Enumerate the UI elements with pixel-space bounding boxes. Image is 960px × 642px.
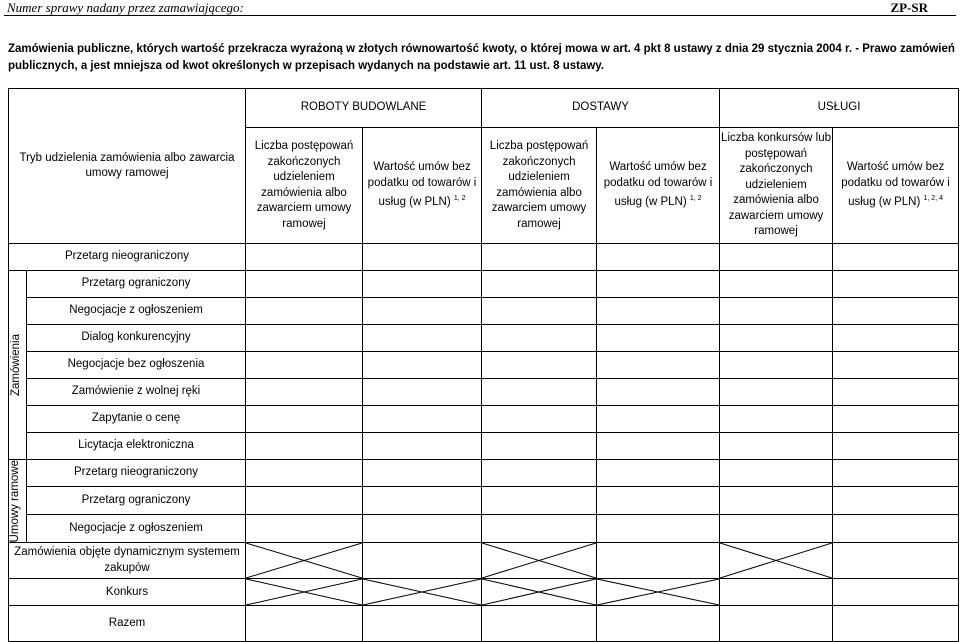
input-cell[interactable] <box>363 379 482 406</box>
input-cell[interactable] <box>720 298 833 325</box>
col-value-dostawy-label: Wartość umów bez podatku od towarów i usług (w PLN) <box>603 161 713 209</box>
input-cell[interactable] <box>833 433 959 460</box>
input-cell[interactable] <box>833 352 959 379</box>
col-count-roboty-label: Liczba postępowań zakończonych udzieleniem zamówienia albo zawarciem umowy ramowej <box>254 140 354 230</box>
input-cell[interactable] <box>720 487 833 514</box>
group-uslugi: USŁUGI <box>720 89 959 128</box>
input-cell[interactable] <box>720 325 833 352</box>
input-cell[interactable] <box>482 460 597 487</box>
input-cell[interactable] <box>482 514 597 543</box>
row-label: Konkurs <box>9 579 246 606</box>
input-cell[interactable] <box>246 514 363 543</box>
table-row <box>9 433 959 460</box>
input-cell[interactable] <box>363 487 482 514</box>
case-number-label: Numer sprawy nadany przez zamawiającego: <box>7 0 244 15</box>
input-cell[interactable] <box>833 460 959 487</box>
col-value-uslugi <box>833 128 959 244</box>
input-cell[interactable] <box>363 325 482 352</box>
input-cell[interactable] <box>720 406 833 433</box>
input-cell[interactable] <box>720 579 833 606</box>
input-cell[interactable] <box>597 460 720 487</box>
input-cell[interactable] <box>833 579 959 606</box>
row-label: Negocjacje bez ogłoszenia <box>27 352 246 379</box>
row-label: Negocjacje z ogłoszeniem <box>27 298 246 325</box>
input-cell[interactable] <box>363 514 482 543</box>
input-cell[interactable] <box>597 352 720 379</box>
side-label-umowy <box>9 460 27 543</box>
input-cell[interactable] <box>597 514 720 543</box>
crossed-cell <box>720 543 833 579</box>
col-value-uslugi-label: Wartość umów bez podatku od towarów i usług (w PLN) <box>841 161 950 209</box>
input-cell[interactable] <box>833 325 959 352</box>
input-cell[interactable] <box>597 379 720 406</box>
side-label-zamowienia-text: Zamówienia <box>10 334 22 396</box>
input-cell[interactable] <box>720 271 833 298</box>
input-cell[interactable] <box>246 487 363 514</box>
input-cell[interactable] <box>246 244 363 271</box>
col-value-dostawy-sup: 1, 2 <box>689 195 702 203</box>
input-cell[interactable] <box>597 543 720 579</box>
table-row <box>9 514 959 543</box>
input-cell[interactable] <box>482 406 597 433</box>
input-cell[interactable] <box>482 606 597 642</box>
input-cell[interactable] <box>597 406 720 433</box>
input-cell[interactable] <box>482 244 597 271</box>
col-value-roboty-label: Wartość umów bez podatku od towarów i usług (w PLN) <box>367 161 477 209</box>
col-value-uslugi-sup: 1, 2, 4 <box>923 195 943 203</box>
col-count-uslugi <box>720 128 833 244</box>
col-value-roboty <box>363 128 482 244</box>
crossed-cell <box>482 579 597 606</box>
input-cell[interactable] <box>363 298 482 325</box>
input-cell[interactable] <box>720 244 833 271</box>
mode-header-cell <box>9 89 246 244</box>
row-label: Przetarg ograniczony <box>27 487 246 514</box>
row-label: Licytacja elektroniczna <box>27 433 246 460</box>
input-cell[interactable] <box>720 433 833 460</box>
input-cell[interactable] <box>720 379 833 406</box>
input-cell[interactable] <box>833 487 959 514</box>
input-cell[interactable] <box>363 460 482 487</box>
input-cell[interactable] <box>597 271 720 298</box>
input-cell[interactable] <box>482 325 597 352</box>
crossed-cell <box>246 579 363 606</box>
input-cell[interactable] <box>246 460 363 487</box>
input-cell[interactable] <box>597 606 720 642</box>
group-dostawy: DOSTAWY <box>482 89 720 128</box>
input-cell[interactable] <box>720 352 833 379</box>
input-cell[interactable] <box>246 352 363 379</box>
input-cell[interactable] <box>363 543 482 579</box>
col-value-roboty-sup: 1, 2 <box>453 195 466 203</box>
input-cell[interactable] <box>833 271 959 298</box>
mode-header: Tryb udzielenia zamówienia albo zawarcia umowy ramowej <box>19 151 235 179</box>
row-label: Negocjacje z ogłoszeniem <box>27 514 246 543</box>
input-cell[interactable] <box>833 406 959 433</box>
input-cell[interactable] <box>363 606 482 642</box>
side-label-zamowienia <box>9 271 27 460</box>
row-label: Przetarg nieograniczony <box>9 244 246 271</box>
col-count-uslugi-label: Liczba konkursów lub postępowań zakończonych udzieleniem zamówienia albo zawarciem umowy ramowej <box>721 132 831 238</box>
col-count-dostawy <box>482 128 597 244</box>
input-cell[interactable] <box>720 460 833 487</box>
col-count-roboty <box>246 128 363 244</box>
input-cell[interactable] <box>246 379 363 406</box>
input-cell[interactable] <box>482 379 597 406</box>
input-cell[interactable] <box>482 352 597 379</box>
col-value-dostawy <box>597 128 720 244</box>
header-divider <box>4 15 956 16</box>
input-cell[interactable] <box>833 606 959 642</box>
input-cell[interactable] <box>833 514 959 543</box>
table-row <box>9 579 959 606</box>
table-row <box>9 460 959 487</box>
input-cell[interactable] <box>246 271 363 298</box>
input-cell[interactable] <box>482 298 597 325</box>
crossed-cell <box>482 543 597 579</box>
input-cell[interactable] <box>833 543 959 579</box>
row-label: Dialog konkurencyjny <box>27 325 246 352</box>
input-cell[interactable] <box>246 325 363 352</box>
row-label: Zamówienie z wolnej ręki <box>27 379 246 406</box>
input-cell[interactable] <box>363 244 482 271</box>
input-cell[interactable] <box>482 271 597 298</box>
input-cell[interactable] <box>363 352 482 379</box>
input-cell[interactable] <box>597 433 720 460</box>
row-label: Zamówienia objęte dynamicznym systemem zakupów <box>9 543 246 579</box>
row-label: Przetarg nieograniczony <box>27 460 246 487</box>
form-code: ZP-SR <box>890 0 928 15</box>
input-cell[interactable] <box>597 325 720 352</box>
input-cell[interactable] <box>597 244 720 271</box>
table-row <box>9 325 959 352</box>
input-cell[interactable] <box>246 298 363 325</box>
input-cell[interactable] <box>363 271 482 298</box>
table-row <box>9 298 959 325</box>
input-cell[interactable] <box>363 406 482 433</box>
input-cell[interactable] <box>363 433 482 460</box>
input-cell[interactable] <box>246 406 363 433</box>
col-count-dostawy-label: Liczba postępowań zakończonych udzieleniem zamówienia albo zawarciem umowy ramowej <box>489 140 589 230</box>
input-cell[interactable] <box>482 433 597 460</box>
crossed-cell <box>597 579 720 606</box>
table-row <box>9 379 959 406</box>
table-row <box>9 271 959 298</box>
row-label: Zapytanie o cenę <box>27 406 246 433</box>
table-row <box>9 406 959 433</box>
intro-text: Zamówienia publiczne, których wartość przekracza wyrażoną w złotych równowartość kwoty, o której mowa w art. 4 pkt 8 ustawy z dnia 29 stycznia 2004 r. - Prawo zamówień publicznych, a jest mniejsza od kwot określonych w przepisach wydanych na podstawie art. 11 ust. 8 ustawy. <box>8 43 955 72</box>
side-label-umowy-text: Umowy ramowe <box>9 460 21 543</box>
group-roboty: ROBOTY BUDOWLANE <box>246 89 482 128</box>
input-cell[interactable] <box>720 514 833 543</box>
table-row <box>9 244 959 271</box>
input-cell[interactable] <box>246 433 363 460</box>
row-label: Przetarg ograniczony <box>27 271 246 298</box>
input-cell[interactable] <box>833 379 959 406</box>
table-row <box>9 543 959 579</box>
input-cell[interactable] <box>833 298 959 325</box>
crossed-cell <box>363 579 482 606</box>
report-table <box>8 88 959 642</box>
table-row <box>9 606 959 642</box>
input-cell[interactable] <box>597 298 720 325</box>
input-cell[interactable] <box>246 606 363 642</box>
input-cell[interactable] <box>597 487 720 514</box>
input-cell[interactable] <box>833 244 959 271</box>
crossed-cell <box>246 543 363 579</box>
row-label-razem: Razem <box>9 606 246 642</box>
table-row <box>9 352 959 379</box>
table-row <box>9 487 959 514</box>
input-cell[interactable] <box>720 606 833 642</box>
input-cell[interactable] <box>482 487 597 514</box>
